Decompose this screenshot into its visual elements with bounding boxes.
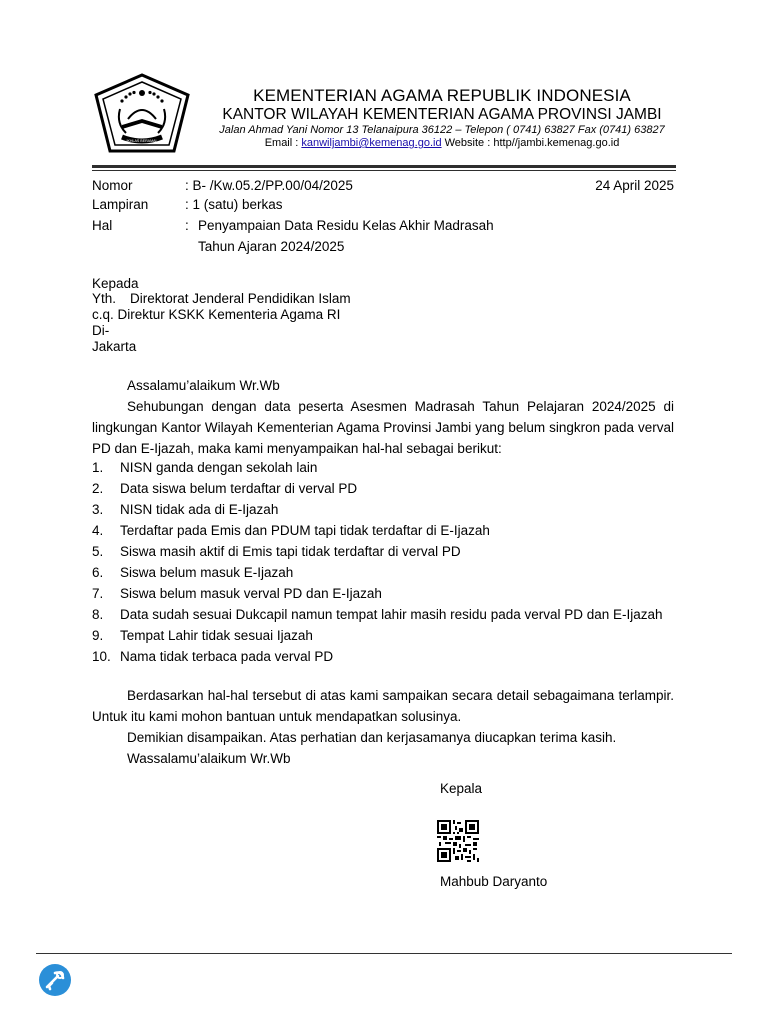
recipient-line-3: Di- (92, 323, 110, 338)
list-item (92, 583, 674, 604)
closing-paragraph-1: Berdasarkan hal-hal tersebut di atas kami sampaikan secara detail sebagaimana terlampir. Untuk itu kami mohon bantuan untuk mendapatkan solusinya. (92, 688, 674, 724)
email-link[interactable]: kanwiljambi@kemenag.go.id (301, 137, 442, 149)
yth-label: Yth. (92, 291, 117, 306)
list-item (92, 520, 674, 541)
list-text: NISN ganda dengan sekolah lain (120, 460, 318, 475)
list-item (92, 646, 674, 667)
lampiran-value: : 1 (satu) berkas (185, 197, 283, 212)
recipient-line-2: c.q. Direktur KSKK Kementeria Agama RI (92, 307, 341, 322)
list-number: 7. (92, 586, 104, 601)
list-text: Siswa belum masuk E-Ijazah (120, 565, 294, 580)
list-number: 2. (92, 481, 104, 496)
ministry-name: KEMENTERIAN AGAMA REPUBLIK INDONESIA (253, 86, 631, 105)
hal-line-2: Tahun Ajaran 2024/2025 (198, 239, 345, 254)
office-name: KANTOR WILAYAH KEMENTERIAN AGAMA PROVINSI JAMBI (222, 106, 662, 123)
list-number: 9. (92, 628, 104, 643)
lampiran-label: Lampiran (92, 197, 149, 212)
hal-label: Hal (92, 218, 113, 233)
list-number: 6. (92, 565, 104, 580)
intro-paragraph: Sehubungan dengan data peserta Asesmen Madrasah Tahun Pelajaran 2024/2025 di lingkungan Kantor Wilayah Kementerian Agama Provinsi Jambi yang belum singkron pada verval PD dan E-Ijazah, maka kami menyampaikan hal-hal sebagai berikut: (92, 399, 674, 456)
list-item (92, 625, 674, 646)
nomor-label: Nomor (92, 178, 133, 193)
recipient-line-1: Direktorat Jenderal Pendidikan Islam (130, 291, 351, 306)
list-number: 1. (92, 460, 104, 475)
list-item (92, 457, 674, 478)
list-text: Data sudah sesuai Dukcapil namun tempat lahir masih residu pada verval PD dan E-Ijazah (120, 607, 663, 622)
list-text: Data siswa belum terdaftar di verval PD (120, 481, 358, 496)
website-label: Website : (444, 137, 491, 149)
kepada-label: Kepada (92, 276, 139, 291)
signatory-name: Mahbub Daryanto (440, 874, 548, 889)
scribd-badge-icon[interactable] (38, 963, 72, 997)
office-address: Jalan Ahmad Yani Nomor 13 Telanaipura 36122 – Telepon ( 0741) 63827 Fax (0741) 63827 (219, 124, 665, 136)
list-item (92, 562, 674, 583)
contact-line (192, 137, 692, 149)
list-item (92, 604, 674, 625)
website-text: http//jambi.kemenag.go.id (493, 137, 620, 149)
list-number: 4. (92, 523, 104, 538)
list-text: NISN tidak ada di E-Ijazah (120, 502, 279, 517)
header-divider-thick (92, 165, 676, 168)
list-text: Terdaftar pada Emis dan PDUM tapi tidak terdaftar di E-Ijazah (120, 523, 490, 538)
recipient-line-4: Jakarta (92, 339, 137, 354)
hal-line-1: Penyampaian Data Residu Kelas Akhir Madrasah (198, 218, 494, 233)
list-text: Siswa masih aktif di Emis tapi tidak terdaftar di verval PD (120, 544, 461, 559)
list-item (92, 499, 674, 520)
issue-list (92, 457, 674, 667)
list-number: 5. (92, 544, 104, 559)
footer-divider (36, 953, 732, 954)
list-text: Nama tidak terbaca pada verval PD (120, 649, 334, 664)
hal-colon: : (185, 218, 189, 233)
closing-paragraph-2: Demikian disampaikan. Atas perhatian dan kerjasamanya diucapkan terima kasih. (127, 730, 617, 745)
list-text: Tempat Lahir tidak sesuai Ijazah (120, 628, 313, 643)
list-number: 8. (92, 607, 104, 622)
list-item (92, 541, 674, 562)
list-item (92, 478, 674, 499)
list-text: Siswa belum masuk verval PD dan E-Ijazah (120, 586, 382, 601)
logo-motto: IKHLAS BERAMAL (126, 139, 158, 143)
salam-penutup: Wassalamu’alaikum Wr.Wb (127, 751, 291, 766)
list-number: 10. (92, 649, 111, 664)
header-divider-thin (92, 170, 676, 171)
signature-title: Kepala (440, 781, 483, 796)
greeting: Assalamu’alaikum Wr.Wb (127, 378, 280, 393)
email-label: Email : (264, 137, 299, 149)
kemenag-logo-icon (92, 73, 192, 155)
letter-date: 24 April 2025 (595, 178, 674, 193)
qr-code-icon (437, 820, 479, 862)
nomor-value: : B- /Kw.05.2/PP.00/04/2025 (185, 178, 353, 193)
list-number: 3. (92, 502, 104, 517)
